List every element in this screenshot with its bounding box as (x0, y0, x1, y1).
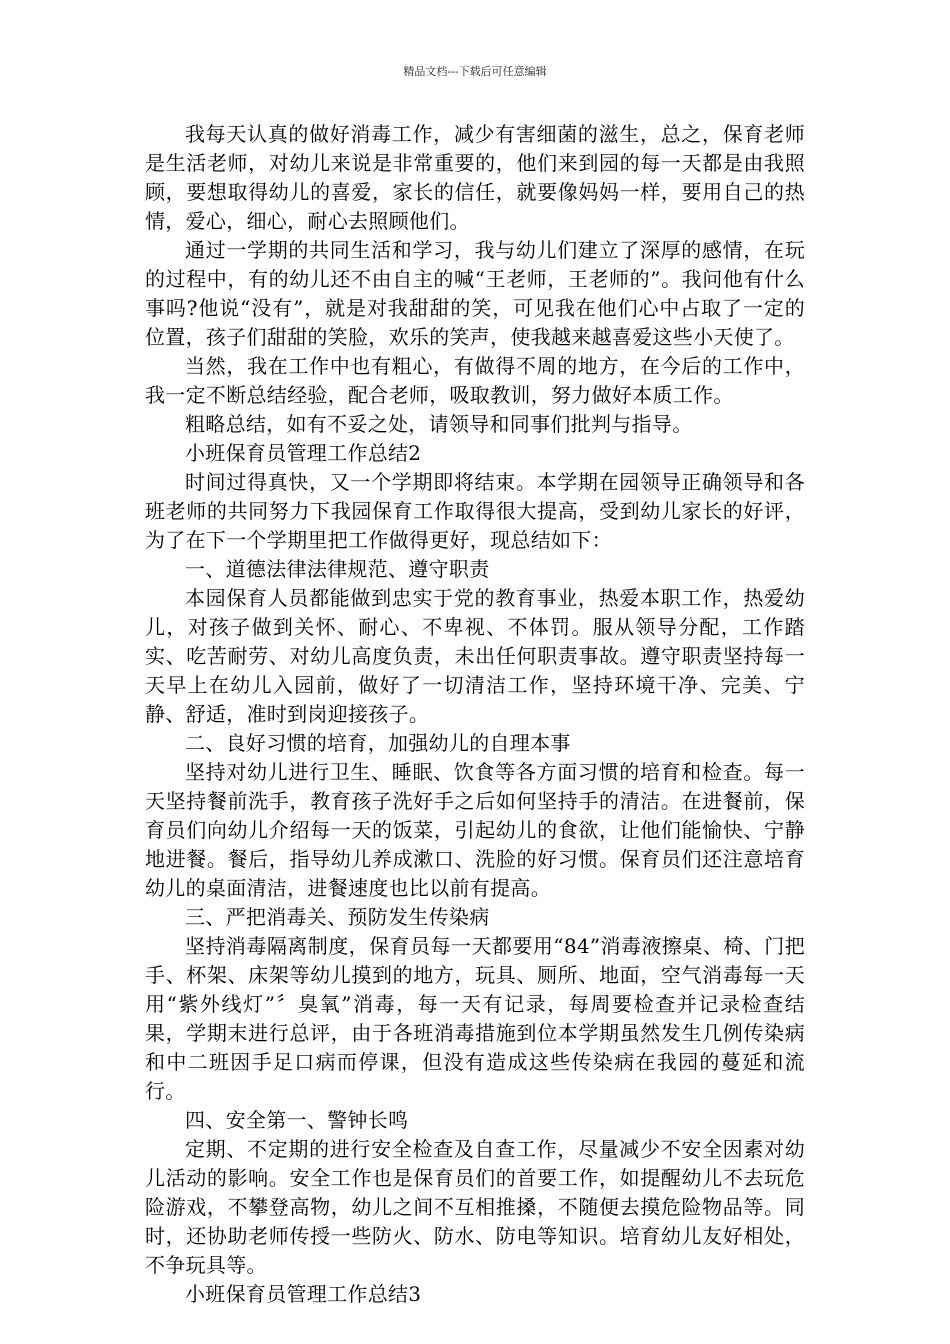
paragraph-ethics: 本园保育人员都能做到忠实于党的教育事业，热爱本职工作，热爱幼儿，对孩子做到关怀、耐心、不卑视、不体罚。服从领导分配，工作踏实、吃苦耐劳、对幼儿高度负责，未出任何职责事故。遵守职责坚持每一天早上在幼儿入园前，做好了一切清洁工作，坚持环境干净、完美、宁静、舒适，准时到岗迎接孩子。 (145, 586, 805, 726)
heading-disinfection: 三、严把消毒关、预防发生传染病 (185, 905, 490, 929)
document-body (145, 120, 805, 1309)
section-title-summary-3: 小班保育员管理工作总结3 (185, 1282, 422, 1306)
heading-habits: 二、良好习惯的培育，加强幼儿的自理本事 (185, 731, 571, 755)
paragraph-intro: 时间过得真快，又一个学期即将结束。本学期在园领导正确领导和各班老师的共同努力下我园保育工作取得很大提高，受到幼儿家长的好评，为了在下一个学期里把工作做得更好，现总结如下： (145, 470, 805, 552)
page-header: 精品文档---下载后可任意编辑 (403, 65, 547, 78)
paragraph-hygiene: 我每天认真的做好消毒工作，减少有害细菌的滋生，总之，保育老师是生活老师，对幼儿来说是非常重要的，他们来到园的每一天都是由我照顾，要想取得幼儿的喜爱，家长的信任，就要像妈妈一样，要用自己的热情，爱心，细心，耐心去照顾他们。 (145, 122, 805, 233)
paragraph-closing: 粗略总结，如有不妥之处，请领导和同事们批判与指导。 (185, 412, 693, 436)
heading-ethics: 一、道德法律法律规范、遵守职责 (185, 557, 490, 581)
paragraph-shortcomings: 当然，我在工作中也有粗心，有做得不周的地方，在今后的工作中，我一定不断总结经验，配合老师，吸取教训，努力做好本质工作。 (145, 354, 805, 407)
heading-safety: 四、安全第一、警钟长鸣 (185, 1108, 409, 1132)
paragraph-disinfection: 坚持消毒隔离制度，保育员每一天都要用“84”消毒液擦桌、椅、门把手、杯架、床架等幼儿摸到的地方，玩具、厕所、地面，空气消毒每一天用“紫外线灯”〞臭氧”消毒，每一天有记录，每周要检查并记录检查结果，学期末进行总评，由于各班消毒措施到位本学期虽然发生几例传染病和中二班因手足口病而停课，但没有造成这些传染病在我园的蔓延和流行。 (145, 934, 805, 1103)
paragraph-relationship: 通过一学期的共同生活和学习，我与幼儿们建立了深厚的感情，在玩的过程中，有的幼儿还不由自主的喊“王老师，王老师的”。我问他有什么事吗?他说“没有”，就是对我甜甜的笑，可见我在他们心中占取了一定的位置，孩子们甜甜的笑脸，欢乐的笑声，使我越来越喜爱这些小天使了。 (145, 238, 805, 349)
paragraph-safety: 定期、不定期的进行安全检查及自查工作，尽量减少不安全因素对幼儿活动的影响。安全工作也是保育员们的首要工作，如提醒幼儿不去玩危险游戏，不攀登高物，幼儿之间不互相推搡，不随便去摸危险物品等。同时，还协助老师传授一些防火、防水、防电等知识。培育幼儿友好相处，不争玩具等。 (145, 1137, 805, 1277)
section-title-summary-2: 小班保育员管理工作总结2 (185, 441, 422, 465)
paragraph-habits: 坚持对幼儿进行卫生、睡眠、饮食等各方面习惯的培育和检查。每一天坚持餐前洗手，教育孩子洗好手之后如何坚持手的清洁。在进餐前，保育员们向幼儿介绍每一天的饭菜，引起幼儿的食欲，让他们能愉快、宁静地进餐。餐后，指导幼儿养成漱口、洗脸的好习惯。保育员们还注意培育幼儿的桌面清洁，进餐速度也比以前有提高。 (145, 760, 805, 900)
